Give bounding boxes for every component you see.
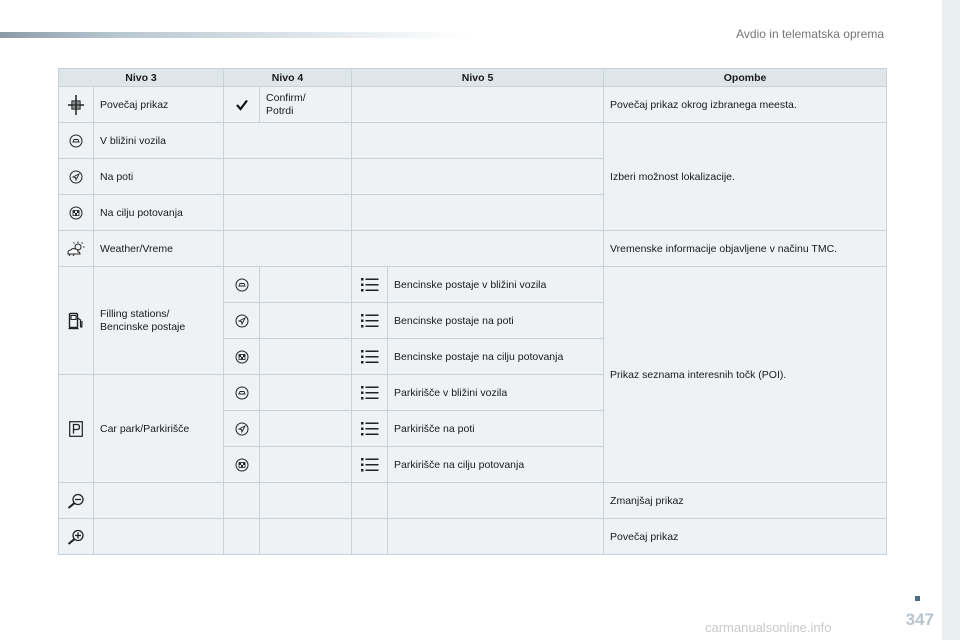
page-number: 347 — [905, 610, 934, 629]
table-row — [59, 87, 887, 123]
list-icon — [352, 303, 388, 339]
menu-label: Na poti — [94, 159, 224, 195]
parking-icon — [59, 375, 94, 483]
note-text: Zmanjšaj prikaz — [604, 483, 887, 519]
confirm-label: Confirm/ Potrdi — [260, 87, 352, 123]
near-vehicle-icon — [59, 123, 94, 159]
zoom-in-icon — [59, 519, 94, 555]
list-icon — [352, 411, 388, 447]
table-row — [59, 267, 887, 303]
destination-flag-icon — [224, 447, 260, 483]
note-text: Izberi možnost lokalizacije. — [604, 123, 887, 231]
note-text: Vremenske informacije objavljene v načinu TMC. — [604, 231, 887, 267]
table-row — [59, 519, 887, 555]
check-icon — [224, 87, 260, 123]
list-item: Parkirišče na poti — [388, 411, 604, 447]
menu-label: Car park/Parkirišče — [94, 375, 224, 483]
list-icon — [352, 339, 388, 375]
destination-flag-icon — [224, 339, 260, 375]
note-text: Povečaj prikaz okrog izbranega meesta. — [604, 87, 887, 123]
weather-icon — [59, 231, 94, 267]
col-header-opombe: Opombe — [604, 69, 887, 87]
near-vehicle-icon — [224, 267, 260, 303]
note-text: Prikaz seznama interesnih točk (POI). — [604, 267, 887, 483]
route-arrow-icon — [224, 303, 260, 339]
header-bar — [0, 32, 470, 38]
list-item: Bencinske postaje na poti — [388, 303, 604, 339]
section-title: Avdio in telematska oprema — [736, 27, 884, 41]
col-header-nivo4: Nivo 4 — [224, 69, 352, 87]
menu-label: V bližini vozila — [94, 123, 224, 159]
watermark: carmanualsonline.info — [705, 620, 832, 635]
table-header-row — [59, 69, 887, 87]
zoom-out-icon — [59, 483, 94, 519]
col-header-nivo5: Nivo 5 — [352, 69, 604, 87]
list-icon — [352, 375, 388, 411]
menu-label: Filling stations/ Bencinske postaje — [94, 267, 224, 375]
list-icon — [352, 267, 388, 303]
near-vehicle-icon — [224, 375, 260, 411]
table-row — [59, 483, 887, 519]
list-item: Parkirišče na cilju potovanja — [388, 447, 604, 483]
page-edge-strip — [942, 0, 960, 640]
menu-table — [58, 68, 887, 555]
crosshair-zoom-icon — [59, 87, 94, 123]
route-arrow-icon — [59, 159, 94, 195]
menu-label: Na cilju potovanja — [94, 195, 224, 231]
list-item: Bencinske postaje v bližini vozila — [388, 267, 604, 303]
menu-label: Weather/Vreme — [94, 231, 224, 267]
list-item: Bencinske postaje na cilju potovanja — [388, 339, 604, 375]
col-header-nivo3: Nivo 3 — [59, 69, 224, 87]
fuel-pump-icon — [59, 267, 94, 375]
note-text: Povečaj prikaz — [604, 519, 887, 555]
page-marker — [915, 596, 920, 601]
destination-flag-icon — [59, 195, 94, 231]
table-row — [59, 231, 887, 267]
list-item: Parkirišče v bližini vozila — [388, 375, 604, 411]
menu-label: Povečaj prikaz — [94, 87, 224, 123]
route-arrow-icon — [224, 411, 260, 447]
list-icon — [352, 447, 388, 483]
table-row — [59, 123, 887, 159]
